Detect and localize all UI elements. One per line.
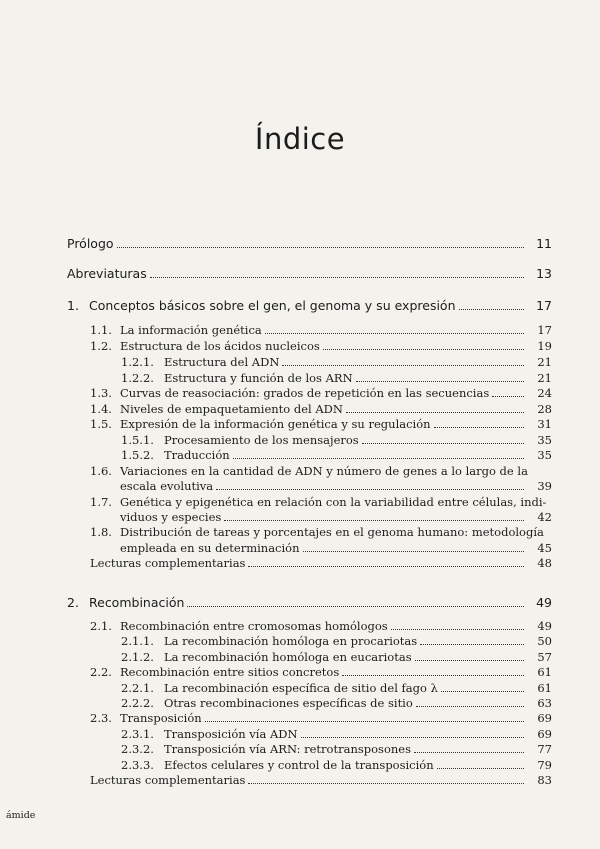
toc-page-number: 57 xyxy=(537,650,552,664)
toc-entry-title: Prólogo xyxy=(67,236,114,251)
toc-leader-dots xyxy=(346,412,524,413)
toc-leader-dots xyxy=(434,427,524,428)
toc-entry-s2-3-1 xyxy=(121,727,552,741)
toc-leader-dots xyxy=(420,644,524,645)
toc-entry-number: 2.3. xyxy=(90,711,112,725)
toc-entry-s2-2-2 xyxy=(121,696,552,710)
toc-leader-dots xyxy=(301,737,524,738)
toc-entry-number: 1.2.1. xyxy=(121,355,154,369)
toc-entry-number: 1.5. xyxy=(90,417,112,431)
toc-page-number: 39 xyxy=(537,479,552,493)
toc-entry-s1-4 xyxy=(90,402,552,416)
toc-leader-dots xyxy=(362,443,524,444)
toc-entry-title: Variaciones en la cantidad de ADN y número de genes a lo largo de la xyxy=(120,464,528,478)
toc-leader-dots xyxy=(187,606,524,607)
toc-entry-title: Transposición vía ADN xyxy=(164,727,298,741)
toc-entry-number: 1.5.1. xyxy=(121,433,154,447)
toc-entry-number: 2.1.1. xyxy=(121,634,154,648)
toc-leader-dots xyxy=(150,277,524,278)
toc-entry-title: Procesamiento de los mensajeros xyxy=(164,433,359,447)
toc-entry-title: Distribución de tareas y porcentajes en el genoma humano: metodología xyxy=(120,525,544,539)
toc-leader-dots xyxy=(265,333,524,334)
page-footer: ámide xyxy=(6,810,36,821)
toc-leader-dots xyxy=(342,675,524,676)
toc-entry-s1-7 xyxy=(90,495,552,509)
toc-entry-title: Otras recombinaciones específicas de sitio xyxy=(164,696,413,710)
toc-leader-dots xyxy=(414,752,524,753)
toc-entry-title: Recombinación entre sitios concretos xyxy=(120,665,340,679)
toc-entry-title: Recombinación xyxy=(89,595,185,610)
toc-leader-dots xyxy=(323,349,524,350)
toc-entry-number: 1.1. xyxy=(90,323,112,337)
toc-entry-number: 2.2.1. xyxy=(121,681,154,695)
toc-entry-title: Curvas de reasociación: grados de repetición en las secuencias xyxy=(120,386,490,400)
toc-entry-s1-8 xyxy=(90,525,552,539)
toc-entry-title: La recombinación homóloga en eucariotas xyxy=(164,650,412,664)
toc-entry-s1-5 xyxy=(90,417,552,431)
toc-entry-s1-6b xyxy=(120,479,552,493)
toc-page-number: 31 xyxy=(537,417,552,431)
toc-entry-number: 2. xyxy=(67,595,79,610)
toc-entry-title: Lecturas complementarias xyxy=(90,556,246,570)
toc-entry-title: Lecturas complementarias xyxy=(90,773,246,787)
toc-entry-s2-3-3 xyxy=(121,758,552,772)
toc-entry-number: 1. xyxy=(67,298,79,313)
toc-entry-title: La información genética xyxy=(120,323,262,337)
toc-leader-dots xyxy=(224,520,524,521)
toc-leader-dots xyxy=(416,706,524,707)
toc-entry-number: 2.3.1. xyxy=(121,727,154,741)
toc-entry-title: viduos y especies xyxy=(120,510,222,524)
toc-entry-number: 2.3.3. xyxy=(121,758,154,772)
toc-leader-dots xyxy=(117,247,524,248)
toc-entry-number: 2.1.2. xyxy=(121,650,154,664)
toc-entry-s2-1-1 xyxy=(121,634,552,648)
toc-leader-dots xyxy=(248,783,524,784)
toc-entry-title: Expresión de la información genética y su regulación xyxy=(120,417,431,431)
toc-entry-title: La recombinación específica de sitio del fago λ xyxy=(164,681,438,695)
toc-page-number: 45 xyxy=(537,541,552,555)
toc-entry-s1-5-2 xyxy=(121,448,552,462)
toc-page-number: 77 xyxy=(537,742,552,756)
toc-entry-title: Efectos celulares y control de la transposición xyxy=(164,758,434,772)
toc-entry-title: Abreviaturas xyxy=(67,266,147,281)
toc-page-number: 69 xyxy=(537,727,552,741)
toc-page-number: 79 xyxy=(537,758,552,772)
toc-leader-dots xyxy=(492,396,524,397)
toc-entry-title: Estructura y función de los ARN xyxy=(164,371,353,385)
toc-entry-title: La recombinación homóloga en procariotas xyxy=(164,634,418,648)
toc-entry-s1-7b xyxy=(120,510,552,524)
toc-entry-s1-5-1 xyxy=(121,433,552,447)
toc-entry-s2-2-1 xyxy=(121,681,552,695)
toc-page-number: 11 xyxy=(536,236,552,251)
toc-entry-title: Transposición vía ARN: retrotransposones xyxy=(164,742,411,756)
toc-page-number: 13 xyxy=(536,266,552,281)
toc-entry-title: escala evolutiva xyxy=(120,479,214,493)
toc-page-number: 49 xyxy=(536,595,552,610)
toc-entry-number: 1.8. xyxy=(90,525,112,539)
toc-entry-lect2 xyxy=(90,773,552,787)
toc-entry-s2-3-2 xyxy=(121,742,552,756)
toc-entry-s2-1 xyxy=(90,619,552,633)
toc-page-number: 17 xyxy=(536,298,552,313)
toc-entry-number: 2.3.2. xyxy=(121,742,154,756)
toc-entry-number: 1.5.2. xyxy=(121,448,154,462)
toc-entry-s2-1-2 xyxy=(121,650,552,664)
toc-entry-abreviaturas xyxy=(67,266,552,281)
toc-leader-dots xyxy=(356,381,524,382)
toc-entry-s1-6 xyxy=(90,464,552,478)
toc-entry-s1-2 xyxy=(90,339,552,353)
toc-page-number: 19 xyxy=(537,339,552,353)
toc-entry-title: Traducción xyxy=(164,448,230,462)
toc-page-number: 83 xyxy=(537,773,552,787)
toc-entry-number: 2.2. xyxy=(90,665,112,679)
toc-entry-s1-3 xyxy=(90,386,552,400)
toc-leader-dots xyxy=(437,768,524,769)
toc-page-number: 21 xyxy=(537,355,552,369)
toc-leader-dots xyxy=(391,629,524,630)
toc-leader-dots xyxy=(441,691,524,692)
toc-page-number: 17 xyxy=(537,323,552,337)
toc-page-number: 21 xyxy=(537,371,552,385)
toc-entry-s1-8b xyxy=(120,541,552,555)
toc-page-number: 42 xyxy=(537,510,552,524)
toc-page-number: 49 xyxy=(537,619,552,633)
toc-page-number: 24 xyxy=(537,386,552,400)
toc-entry-number: 1.3. xyxy=(90,386,112,400)
toc-leader-dots xyxy=(205,721,524,722)
toc-page-number: 48 xyxy=(537,556,552,570)
toc-leader-dots xyxy=(282,365,524,366)
toc-leader-dots xyxy=(216,489,524,490)
toc-entry-s2-2 xyxy=(90,665,552,679)
toc-entry-title: Niveles de empaquetamiento del ADN xyxy=(120,402,343,416)
toc-page-number: 35 xyxy=(537,448,552,462)
page-title: Índice xyxy=(254,122,346,156)
toc-entry-title: Conceptos básicos sobre el gen, el genoma y su expresión xyxy=(89,298,456,313)
toc-entry-number: 1.2.2. xyxy=(121,371,154,385)
toc-entry-s1-2-1 xyxy=(121,355,552,369)
toc-page-number: 50 xyxy=(537,634,552,648)
toc-leader-dots xyxy=(459,309,524,310)
toc-entry-title: Transposición xyxy=(120,711,202,725)
toc-entry-s1-2-2 xyxy=(121,371,552,385)
toc-page-number: 28 xyxy=(537,402,552,416)
toc-page-number: 63 xyxy=(537,696,552,710)
toc-page-number: 35 xyxy=(537,433,552,447)
toc-entry-number: 1.7. xyxy=(90,495,112,509)
toc-entry-number: 2.1. xyxy=(90,619,112,633)
toc-entry-number: 1.2. xyxy=(90,339,112,353)
toc-page-number: 69 xyxy=(537,711,552,725)
toc-entry-prologo xyxy=(67,236,552,251)
toc-entry-title: empleada en su determinación xyxy=(120,541,300,555)
toc-leader-dots xyxy=(303,551,524,552)
toc-entry-c2 xyxy=(67,595,552,610)
toc-entry-lect1 xyxy=(90,556,552,570)
toc-entry-number: 2.2.2. xyxy=(121,696,154,710)
toc-page-number: 61 xyxy=(537,681,552,695)
toc-leader-dots xyxy=(248,566,524,567)
toc-leader-dots xyxy=(233,458,524,459)
toc-entry-number: 1.6. xyxy=(90,464,112,478)
toc-entry-title: Estructura del ADN xyxy=(164,355,280,369)
toc-leader-dots xyxy=(415,660,524,661)
toc-entry-title: Estructura de los ácidos nucleicos xyxy=(120,339,320,353)
toc-entry-number: 1.4. xyxy=(90,402,112,416)
toc-entry-title: Genética y epigenética en relación con la variabilidad entre células, indi- xyxy=(120,495,547,509)
toc-entry-c1 xyxy=(67,298,552,313)
toc-page-number: 61 xyxy=(537,665,552,679)
toc-entry-s2-3 xyxy=(90,711,552,725)
toc-entry-title: Recombinación entre cromosomas homólogos xyxy=(120,619,388,633)
toc-entry-s1-1 xyxy=(90,323,552,337)
